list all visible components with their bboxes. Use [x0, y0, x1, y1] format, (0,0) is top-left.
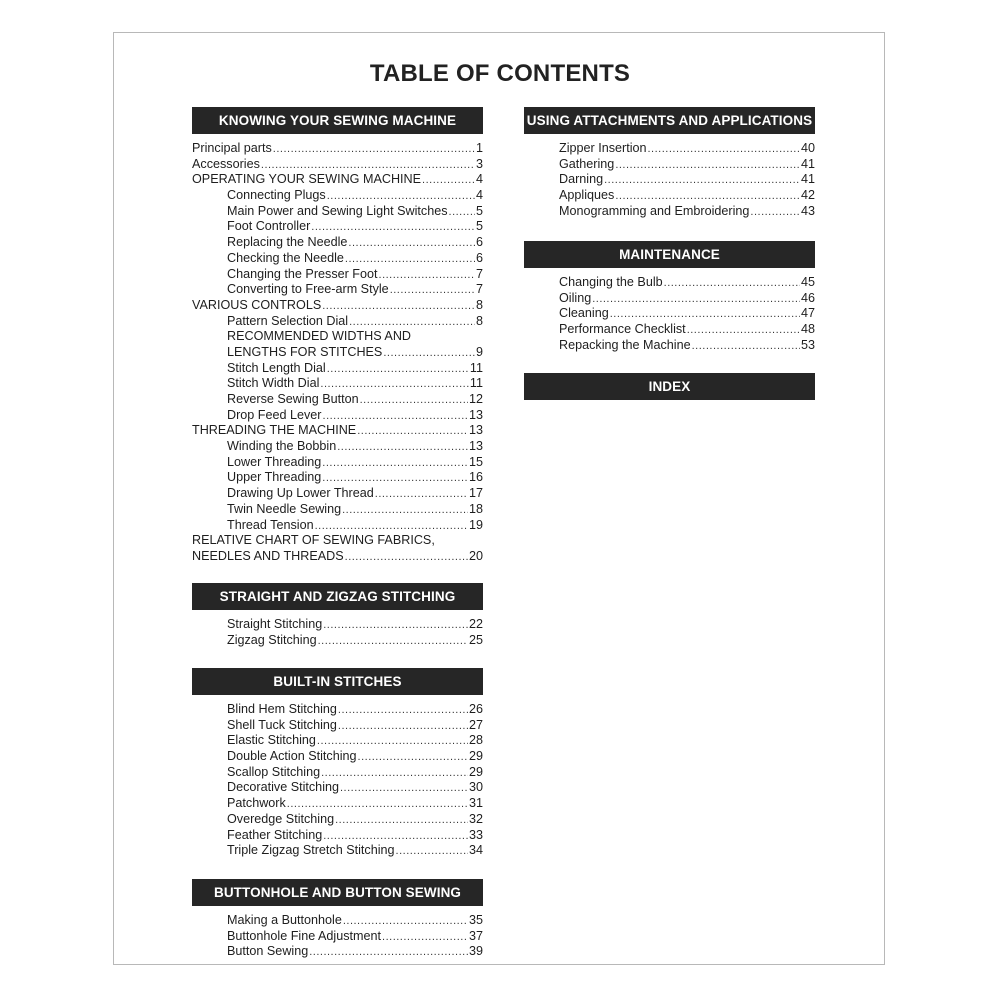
toc-entry-page-number: 25: [468, 632, 483, 647]
toc-entry[interactable]: [192, 470, 483, 486]
dot-leader: [379, 268, 475, 284]
toc-entry-label: Feather Stitching: [227, 827, 323, 842]
toc-entry[interactable]: [192, 392, 483, 408]
toc-entry-page-number: 3: [475, 156, 483, 171]
toc-entry[interactable]: [192, 204, 483, 220]
dot-leader: [750, 205, 800, 221]
toc-entry-label: Changing the Presser Foot: [227, 266, 378, 281]
toc-entry-list: [192, 913, 483, 960]
toc-entry-page-number: 39: [468, 944, 483, 959]
dot-leader: [327, 362, 469, 378]
toc-entry-label: LENGTHS FOR STITCHES: [227, 344, 383, 359]
toc-entry-page-number: 13: [468, 439, 483, 454]
toc-entry-page-number: 48: [800, 322, 815, 337]
toc-entry[interactable]: [192, 282, 483, 298]
toc-entry[interactable]: [192, 843, 483, 859]
toc-entry-page-number: 17: [468, 486, 483, 501]
dot-leader: [648, 142, 800, 158]
toc-entry-page-number: 41: [800, 156, 815, 171]
toc-entry[interactable]: [192, 765, 483, 781]
toc-entry-page-number: 9: [475, 344, 483, 359]
toc-entry-label: Making a Buttonhole: [227, 913, 342, 927]
dot-leader: [317, 734, 468, 750]
toc-entry-label: THREADING THE MACHINE: [192, 423, 357, 438]
toc-entry[interactable]: [192, 439, 483, 455]
toc-entry-page-number: 33: [468, 827, 483, 842]
dot-leader: [345, 252, 475, 268]
dot-leader: [343, 914, 468, 930]
toc-entry-label: RECOMMENDED WIDTHS AND: [227, 329, 412, 344]
toc-entry-page-number: 4: [475, 188, 483, 203]
dot-leader: [687, 323, 800, 339]
dot-leader: [422, 173, 475, 189]
toc-entry[interactable]: [192, 617, 483, 633]
dot-leader: [342, 503, 468, 519]
toc-entry-label: Main Power and Sewing Light Switches: [227, 203, 448, 218]
dot-leader: [340, 781, 468, 797]
toc-entry-page-number: 27: [468, 717, 483, 732]
toc-entry[interactable]: [192, 533, 483, 549]
toc-entry-list: [192, 141, 483, 565]
toc-entry-label: Appliques: [559, 188, 615, 203]
toc-entry[interactable]: [192, 812, 483, 828]
toc-entry[interactable]: [192, 780, 483, 796]
toc-entry-page-number: 28: [468, 733, 483, 748]
section-heading-buttonhole-and-button-sewing: BUTTONHOLE AND BUTTON SEWING: [192, 879, 483, 906]
toc-entry-page-number: 45: [800, 275, 815, 289]
section-heading-straight-and-zigzag-stitching: STRAIGHT AND ZIGZAG STITCHING: [192, 583, 483, 610]
toc-entry-page-number: 7: [475, 266, 483, 281]
toc-entry-label: Monogramming and Embroidering: [559, 203, 750, 218]
toc-entry-label: Blind Hem Stitching: [227, 702, 337, 716]
toc-entry-label: Changing the Bulb: [559, 275, 663, 289]
toc-entry-label: Scallop Stitching: [227, 764, 321, 779]
dot-leader: [345, 550, 468, 566]
toc-entry-page-number: 13: [468, 407, 483, 422]
toc-entry-list: [192, 702, 483, 859]
toc-entry[interactable]: [192, 157, 483, 173]
toc-entry-label: Thread Tension: [227, 517, 314, 532]
toc-entry[interactable]: [192, 345, 483, 361]
toc-entry-page-number: 41: [800, 172, 815, 187]
dot-leader: [273, 142, 475, 158]
toc-entry-label: Principal parts: [192, 141, 272, 155]
dot-leader: [261, 158, 475, 174]
toc-entry-label: Button Sewing: [227, 944, 309, 959]
dot-leader: [321, 766, 468, 782]
section-heading-using-attachments-and-applications: USING ATTACHMENTS AND APPLICATIONS: [524, 107, 815, 134]
toc-entry-page-number: 15: [468, 454, 483, 469]
toc-entry-label: Upper Threading: [227, 470, 322, 485]
toc-entry[interactable]: [192, 502, 483, 518]
toc-entry[interactable]: [192, 329, 483, 345]
toc-entry-label: Connecting Plugs: [227, 188, 326, 203]
toc-entry[interactable]: [524, 306, 815, 322]
dot-leader: [360, 393, 468, 409]
toc-entry-label: Double Action Stitching: [227, 749, 357, 764]
toc-entry-label: Gathering: [559, 156, 615, 171]
toc-entry-page-number: 13: [468, 423, 483, 438]
dot-leader: [615, 158, 800, 174]
toc-entry[interactable]: [192, 251, 483, 267]
toc-entry-label: Patchwork: [227, 796, 286, 811]
dot-leader: [322, 471, 468, 487]
dot-leader: [309, 945, 468, 961]
toc-entry-page-number: 22: [468, 617, 483, 631]
toc-entry-label: Repacking the Machine: [559, 337, 691, 352]
toc-entry-page-number: 43: [800, 203, 815, 218]
toc-entry-label: Replacing the Needle: [227, 235, 348, 250]
dot-leader: [357, 424, 468, 440]
toc-entry-page-number: 12: [468, 392, 483, 406]
toc-entry[interactable]: [524, 188, 815, 204]
dot-leader: [338, 719, 468, 735]
toc-entry-page-number: 11: [469, 376, 483, 391]
toc-entry-list: [524, 275, 815, 353]
toc-entry[interactable]: [192, 267, 483, 283]
toc-entry-label: Buttonhole Fine Adjustment: [227, 928, 382, 943]
toc-entry-label: Winding the Bobbin: [227, 439, 337, 454]
toc-entry[interactable]: [192, 796, 483, 812]
toc-entry[interactable]: [524, 338, 815, 354]
toc-entry-label: Lower Threading: [227, 454, 322, 469]
toc-entry[interactable]: [524, 172, 815, 188]
toc-entry[interactable]: [192, 929, 483, 945]
toc-entry-label: Straight Stitching: [227, 617, 323, 631]
toc-entry-label: Stitch Length Dial: [227, 360, 326, 375]
dot-leader: [323, 829, 468, 845]
dot-leader: [615, 189, 800, 205]
toc-entry[interactable]: [192, 219, 483, 235]
toc-entry-page-number: 6: [475, 235, 483, 250]
toc-entry[interactable]: [192, 423, 483, 439]
toc-entry-page-number: 5: [475, 203, 483, 218]
dot-leader: [604, 173, 800, 189]
dot-leader: [396, 844, 468, 860]
toc-entry-label: RELATIVE CHART OF SEWING FABRICS,: [192, 533, 435, 548]
toc-entry[interactable]: [192, 749, 483, 765]
toc-entry[interactable]: [524, 291, 815, 307]
toc-entry-page-number: 19: [468, 517, 483, 532]
toc-entry[interactable]: [524, 204, 815, 220]
dot-leader: [375, 487, 468, 503]
dot-leader: [692, 339, 800, 355]
dot-leader: [349, 315, 475, 331]
dot-leader: [348, 236, 475, 252]
toc-entry-label: Stitch Width Dial: [227, 376, 320, 391]
toc-entry-label: Performance Checklist: [559, 322, 686, 337]
dot-leader: [315, 519, 468, 535]
dot-leader: [323, 618, 468, 634]
dot-leader: [320, 377, 469, 393]
section-heading-maintenance: MAINTENANCE: [524, 241, 815, 268]
toc-entry[interactable]: [192, 913, 483, 929]
toc-entry[interactable]: [524, 275, 815, 291]
section-heading-knowing-your-sewing-machine: KNOWING YOUR SEWING MACHINE: [192, 107, 483, 134]
dot-leader: [383, 346, 475, 362]
toc-entry-page-number: 11: [469, 360, 483, 375]
toc-entry-page-number: 5: [475, 219, 483, 234]
toc-entry[interactable]: [192, 486, 483, 502]
dot-leader: [664, 276, 800, 292]
toc-entry[interactable]: [192, 549, 483, 565]
toc-entry-label: Elastic Stitching: [227, 733, 316, 748]
toc-entry-page-number: 40: [800, 141, 815, 155]
toc-entry[interactable]: [192, 828, 483, 844]
page-title: TABLE OF CONTENTS: [369, 60, 631, 87]
dot-leader: [610, 307, 800, 323]
toc-entry-label: Shell Tuck Stitching: [227, 717, 337, 732]
toc-entry-label: Cleaning: [559, 306, 609, 321]
toc-entry[interactable]: [192, 702, 483, 718]
toc-entry[interactable]: [192, 718, 483, 734]
dot-leader: [322, 456, 468, 472]
dot-leader: [322, 299, 475, 315]
toc-entry[interactable]: [192, 235, 483, 251]
toc-entry-label: NEEDLES AND THREADS: [192, 548, 344, 563]
toc-entry-page-number: 16: [468, 470, 483, 485]
toc-entry-label: Decorative Stitching: [227, 780, 339, 795]
dot-leader: [390, 283, 475, 299]
toc-entry[interactable]: [192, 733, 483, 749]
toc-entry[interactable]: [524, 322, 815, 338]
dot-leader: [327, 189, 475, 205]
toc-entry[interactable]: [192, 408, 483, 424]
toc-entry[interactable]: [192, 172, 483, 188]
dot-leader: [382, 930, 468, 946]
toc-entry-page-number: 8: [475, 313, 483, 328]
toc-entry[interactable]: [192, 314, 483, 330]
toc-entry[interactable]: [192, 944, 483, 960]
toc-entry-list: [524, 141, 815, 219]
dot-leader: [318, 634, 468, 650]
toc-entry-page-number: 31: [468, 796, 483, 811]
toc-entry-page-number: 7: [475, 282, 483, 297]
toc-entry-label: Checking the Needle: [227, 250, 344, 265]
toc-entry-page-number: 53: [800, 337, 815, 352]
toc-entry-page-number: 34: [468, 843, 483, 858]
toc-entry-page-number: 46: [800, 290, 815, 305]
toc-entry-page-number: 32: [468, 811, 483, 826]
toc-entry-page-number: 37: [468, 928, 483, 943]
toc-entry-label: Converting to Free-arm Style: [227, 282, 389, 297]
toc-entry-label: Triple Zigzag Stretch Stitching: [227, 843, 395, 858]
toc-entry-list: [192, 617, 483, 648]
toc-entry[interactable]: [192, 376, 483, 392]
toc-entry[interactable]: [192, 298, 483, 314]
toc-entry-page-number: 6: [475, 250, 483, 265]
section-heading-built-in-stitches: BUILT-IN STITCHES: [192, 668, 483, 695]
toc-entry[interactable]: [192, 455, 483, 471]
toc-entry-label: OPERATING YOUR SEWING MACHINE: [192, 172, 422, 187]
dot-leader: [449, 205, 475, 221]
toc-entry-label: Darning: [559, 172, 604, 187]
toc-entry-label: Foot Controller: [227, 219, 311, 234]
dot-leader: [335, 813, 468, 829]
toc-entry[interactable]: [192, 361, 483, 377]
toc-entry-page-number: 20: [468, 548, 483, 563]
toc-entry-label: Drop Feed Lever: [227, 407, 322, 422]
toc-entry-page-number: 18: [468, 501, 483, 516]
toc-entry-label: Oiling: [559, 290, 592, 305]
toc-entry-page-number: 47: [800, 306, 815, 321]
toc-entry-page-number: 8: [475, 297, 483, 312]
toc-entry[interactable]: [192, 518, 483, 534]
dot-leader: [592, 292, 800, 308]
toc-entry[interactable]: [524, 141, 815, 157]
dot-leader: [358, 750, 468, 766]
toc-entry-label: Pattern Selection Dial: [227, 313, 349, 328]
toc-entry-page-number: 1: [475, 141, 483, 155]
toc-entry[interactable]: [192, 141, 483, 157]
toc-entry-page-number: 29: [468, 749, 483, 764]
toc-entry-page-number: 30: [468, 780, 483, 795]
toc-entry[interactable]: [524, 157, 815, 173]
toc-entry-label: Accessories: [192, 156, 260, 171]
dot-leader: [337, 440, 468, 456]
toc-entry[interactable]: [192, 633, 483, 649]
dot-leader: [338, 703, 468, 719]
dot-leader: [311, 220, 475, 236]
toc-entry-label: Zigzag Stitching: [227, 632, 317, 647]
toc-entry-label: Twin Needle Sewing: [227, 501, 342, 516]
dot-leader: [323, 409, 468, 425]
dot-leader: [287, 797, 468, 813]
toc-entry-page-number: 29: [468, 764, 483, 779]
toc-entry-label: Zipper Insertion: [559, 141, 647, 155]
toc-entry-label: Drawing Up Lower Thread: [227, 486, 374, 501]
toc-entry-page-number: 42: [800, 188, 815, 203]
section-heading-index: INDEX: [524, 373, 815, 400]
toc-entry-page-number: 4: [475, 172, 483, 187]
toc-entry-label: Reverse Sewing Button: [227, 392, 359, 406]
toc-entry-page-number: 26: [468, 702, 483, 716]
toc-entry[interactable]: [192, 188, 483, 204]
toc-entry-label: Overedge Stitching: [227, 811, 335, 826]
toc-entry-page-number: 35: [468, 913, 483, 927]
toc-entry-label: VARIOUS CONTROLS: [192, 297, 322, 312]
